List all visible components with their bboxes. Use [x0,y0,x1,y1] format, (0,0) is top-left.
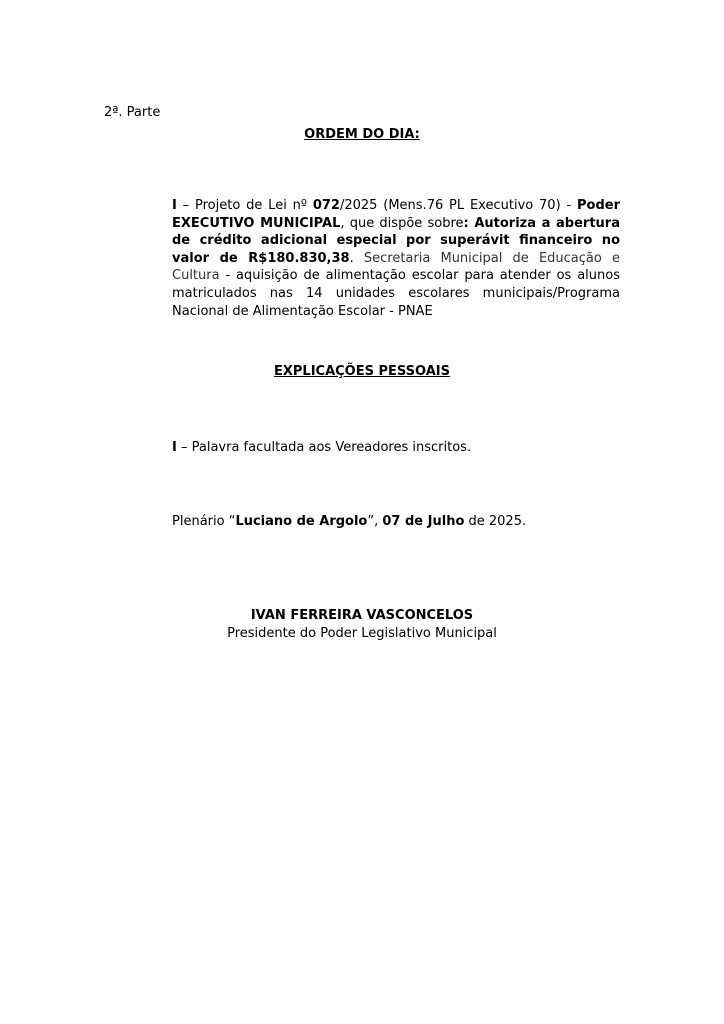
explicacoes-pessoais-heading: EXPLICAÇÕES PESSOAIS [273,364,451,379]
plenario-name: Luciano de Argolo [235,514,368,529]
agenda-item [172,197,620,320]
speaking-item [172,439,471,456]
speaking-item-text: – Palavra facultada aos Vereadores inscritos. [176,440,472,455]
item-bill-number: 072 [312,198,340,213]
closing-pre: Plenário “ [172,514,236,529]
item-dispoe: , que dispõe sobre [340,215,464,231]
closing-year: de 2025. [464,514,527,529]
signatory-role: Presidente do Poder Legislativo Municipal [227,626,497,641]
item-power: Poder EXECUTIVO MUNICIPAL [172,198,620,231]
item-secretaria: Secretaria Municipal de Educação e Cultura [172,250,620,284]
item-dash: – Projeto de Lei nº [176,198,313,213]
speaking-item-numeral: I [172,440,177,455]
item-period: . [349,250,364,266]
item-subject: : Autoriza a abertura de crédito adicional especial por superávit financeiro no valor de R$180.830,38 [172,215,620,266]
signatory-name: IVAN FERREIRA VASCONCELOS [250,608,474,623]
closing-date: 07 de Julho [382,514,465,529]
closing-mid: ”, [367,514,383,529]
ordem-do-dia-heading: ORDEM DO DIA: [304,127,420,142]
closing-line [172,513,526,530]
item-numeral: I [172,198,177,213]
item-bill-details: /2025 (Mens.76 PL Executivo 70) - [339,198,577,213]
part-label: 2ª. Parte [104,105,161,120]
item-description: - aquisição de alimentação escolar para atender os alunos matriculados nas 14 unidades escolares municipais/Programa Nacional de Alimentação Escolar - PNAE [172,268,620,319]
